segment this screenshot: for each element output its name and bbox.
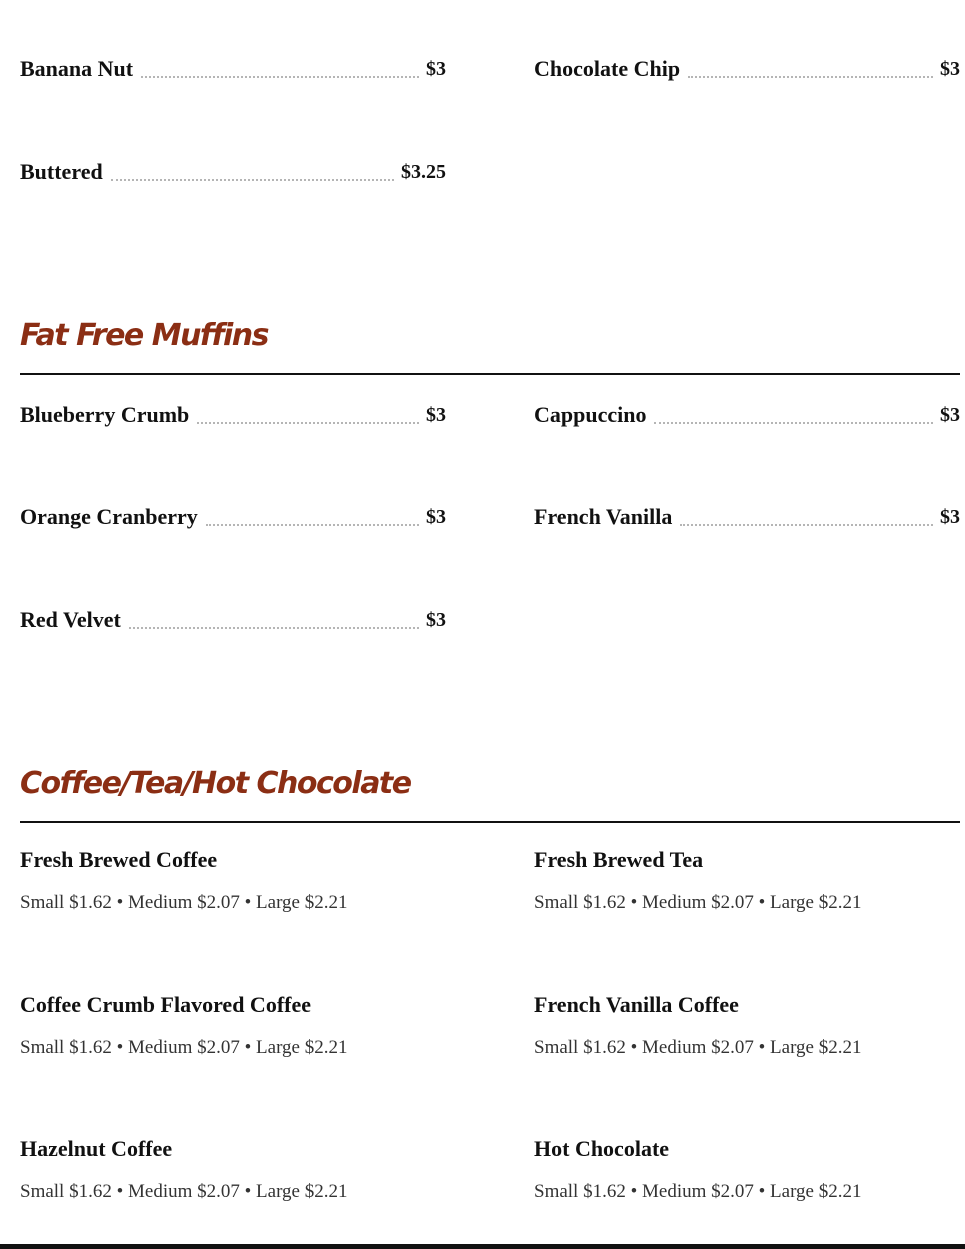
dot-leader [680,524,933,526]
menu-item-name: Red Velvet [20,607,121,632]
drink-item [20,847,446,914]
dot-leader [654,422,933,424]
drink-item [534,847,960,914]
menu-item-price: $3 [426,404,446,426]
dot-leader [197,422,419,424]
menu-item-name: French Vanilla [534,504,673,529]
menu-item [20,603,446,633]
drink-size-prices: Small $1.62 • Medium $2.07 • Large $2.21 [20,1037,348,1058]
menu-item-name: Buttered [20,159,103,184]
drink-name: Fresh Brewed Coffee [20,847,218,872]
menu-item [20,155,446,185]
drink-item [20,1136,446,1203]
menu-item [20,398,446,428]
drink-size-prices: Small $1.62 • Medium $2.07 • Large $2.21 [534,892,862,913]
menu-item [534,52,960,82]
menu-item-name: Banana Nut [20,56,134,81]
drink-name: Fresh Brewed Tea [534,847,704,872]
dot-leader [111,179,394,181]
section-divider [20,821,960,823]
dot-leader [688,76,933,78]
menu-item [20,500,446,530]
section-title-coffee-tea-hot-chocolate: Coffee/Tea/Hot Chocolate [20,766,411,801]
menu-item [534,500,960,530]
dot-leader [206,524,419,526]
menu-item-price: $3 [940,58,960,80]
drink-name: French Vanilla Coffee [534,992,739,1017]
drink-item [534,992,960,1059]
drink-size-prices: Small $1.62 • Medium $2.07 • Large $2.21 [20,1181,348,1202]
section-divider [20,373,960,375]
footer-bar [0,1244,965,1249]
drink-name: Coffee Crumb Flavored Coffee [20,992,312,1017]
menu-item-name: Orange Cranberry [20,504,198,529]
menu-item-name: Cappuccino [534,402,647,427]
menu-item-price: $3 [940,404,960,426]
menu-item-name: Blueberry Crumb [20,402,190,427]
drink-size-prices: Small $1.62 • Medium $2.07 • Large $2.21 [534,1037,862,1058]
drink-size-prices: Small $1.62 • Medium $2.07 • Large $2.21 [20,892,348,913]
drink-name: Hazelnut Coffee [20,1136,173,1161]
menu-item-name: Chocolate Chip [534,56,681,81]
menu-item [20,52,446,82]
menu-item-price: $3 [426,609,446,631]
drink-name: Hot Chocolate [534,1136,670,1161]
drink-size-prices: Small $1.62 • Medium $2.07 • Large $2.21 [534,1181,862,1202]
dot-leader [141,76,419,78]
section-title-fat-free-muffins: Fat Free Muffins [20,318,269,353]
drink-item [20,992,446,1059]
dot-leader [129,627,419,629]
menu-item-price: $3 [940,506,960,528]
menu-item-price: $3 [426,506,446,528]
drink-item [534,1136,960,1203]
menu-item [534,398,960,428]
menu-item-price: $3.25 [401,161,446,183]
menu-item-price: $3 [426,58,446,80]
